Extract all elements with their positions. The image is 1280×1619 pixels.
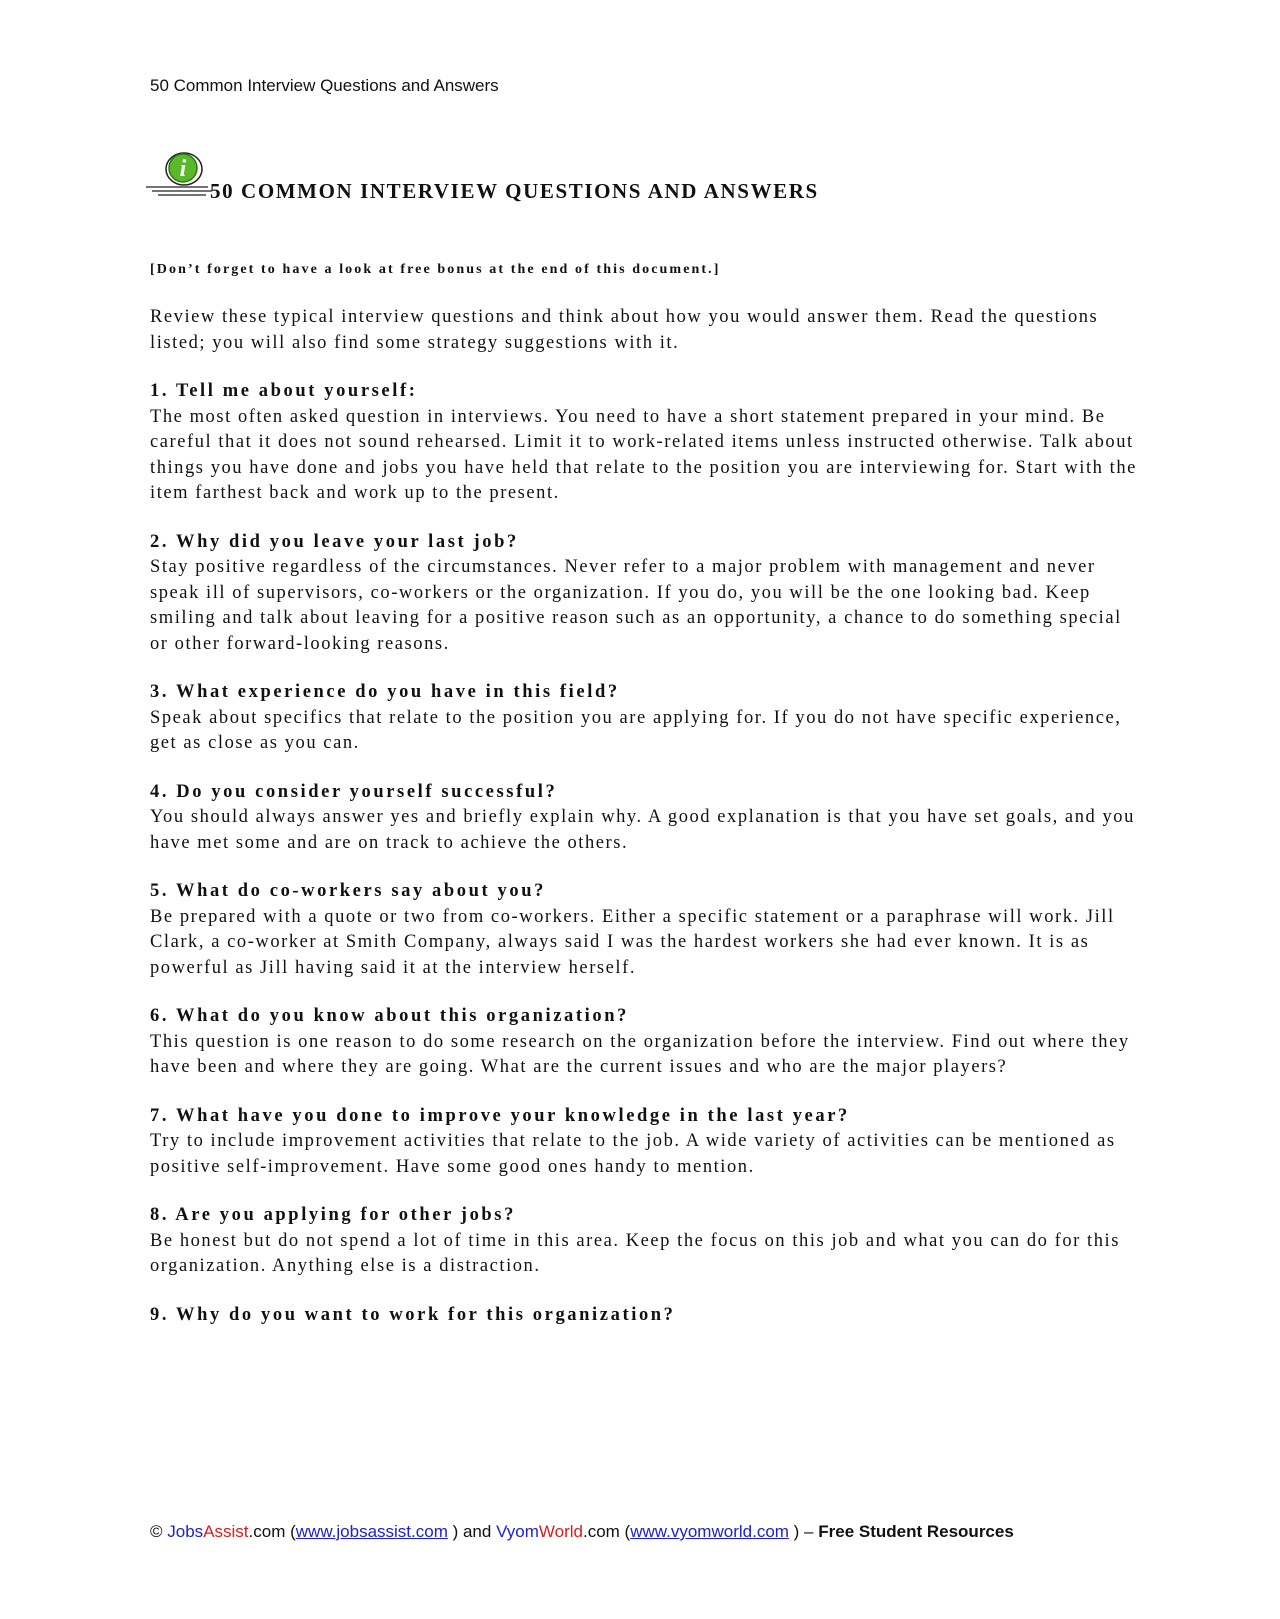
page-footer: [150, 1522, 1014, 1542]
qa-item-4: [150, 780, 1140, 857]
qa-item-6: [150, 1004, 1140, 1081]
question-heading: 2. Why did you leave your last job?: [150, 531, 519, 552]
qa-item-5: [150, 879, 1140, 981]
question-heading: 5. What do co-workers say about you?: [150, 881, 546, 901]
answer-text: Be honest but do not spend a lot of time in this area. Keep the focus on this job and what you can do for this organization. Anything else is a distraction.: [150, 1230, 1120, 1276]
footer-tagline: Free Student Resources: [818, 1522, 1014, 1541]
running-header: 50 Common Interview Questions and Answers: [150, 76, 499, 95]
vyomworld-brand-vyom: Vyom: [496, 1522, 539, 1541]
question-heading: 1. Tell me about yourself:: [150, 381, 418, 401]
answer-text: Stay positive regardless of the circumstances. Never refer to a major problem with management and never speak ill of supervisors, co-workers or the organization. If you do, you will be the one looking bad. Keep smiling and talk about leaving for a positive reason such as an opportunity, a chance to do something special or other forward-looking reasons.: [150, 557, 1122, 654]
qa-item-7: [150, 1104, 1140, 1181]
footer-text-1: .com (: [248, 1522, 296, 1541]
vyomworld-link[interactable]: www.vyomworld.com: [630, 1522, 789, 1541]
copyright-symbol: ©: [150, 1522, 163, 1541]
answer-text: You should always answer yes and briefly explain why. A good explanation is that you have set goals, and you have met some and are on track to achieve the others.: [150, 807, 1135, 853]
qa-item-1: [150, 379, 1140, 507]
document-title: 50 COMMON INTERVIEW QUESTIONS AND ANSWERS: [210, 179, 819, 203]
answer-text: Speak about specifics that relate to the position you are applying for. If you do not have specific experience, get as close as you can.: [150, 707, 1122, 753]
main-content: [150, 305, 1140, 1351]
question-heading: 4. Do you consider yourself successful?: [150, 781, 558, 802]
intro-paragraph: Review these typical interview questions and think about how you would answer them. Read the questions listed; you will also find some strategy suggestions with it.: [150, 307, 1099, 353]
qa-item-8: [150, 1203, 1140, 1280]
question-heading: 3. What experience do you have in this field?: [150, 682, 620, 702]
jobsassist-link[interactable]: www.jobsassist.com: [295, 1522, 448, 1541]
answer-text: Be prepared with a quote or two from co-workers. Either a specific statement or a paraphrase will work. Jill Clark, a co-worker at Smith Company, always said I was the hardest workers she had ever known. It is as powerful as Jill having said it at the interview herself.: [150, 906, 1115, 978]
vyomworld-brand-world: World: [538, 1522, 583, 1541]
info-icon-glyph: i: [179, 156, 187, 182]
question-heading: 7. What have you done to improve your knowledge in the last year?: [150, 1105, 850, 1126]
jobsassist-brand-jobs: Jobs: [167, 1522, 204, 1541]
question-heading: 6. What do you know about this organization?: [150, 1006, 629, 1026]
question-heading: 8. Are you applying for other jobs?: [150, 1205, 516, 1225]
qa-item-2: [150, 530, 1140, 658]
qa-item-3: [150, 680, 1140, 757]
jobsassist-brand-assist: Assist: [203, 1522, 249, 1541]
answer-text: Try to include improvement activities that relate to the job. A wide variety of activities can be mentioned as positive self-improvement. Have some good ones handy to mention.: [150, 1131, 1116, 1177]
document-title-row: [146, 150, 819, 206]
qa-item-9: [150, 1303, 1140, 1329]
bonus-note: [Don’t forget to have a look at free bonus at the end of this document.]: [150, 262, 721, 277]
answer-text: This question is one reason to do some research on the organization before the interview. Find out where they have been and where they are going. What are the current issues and who are the major players?: [150, 1031, 1130, 1077]
question-heading: 9. Why do you want to work for this organization?: [150, 1304, 676, 1325]
footer-text-2: ) and: [447, 1522, 497, 1541]
footer-text-4: ) –: [788, 1522, 819, 1541]
info-icon: [146, 150, 214, 206]
footer-text-3: .com (: [583, 1522, 631, 1541]
answer-text: The most often asked question in interviews. You need to have a short statement prepared in your mind. Be careful that it does not sound rehearsed. Limit it to work-related items unless instructed otherwise. Talk about things you have done and jobs you have held that relate to the position you are interviewing for. Start with the item farthest back and work up to the present.: [150, 406, 1137, 503]
